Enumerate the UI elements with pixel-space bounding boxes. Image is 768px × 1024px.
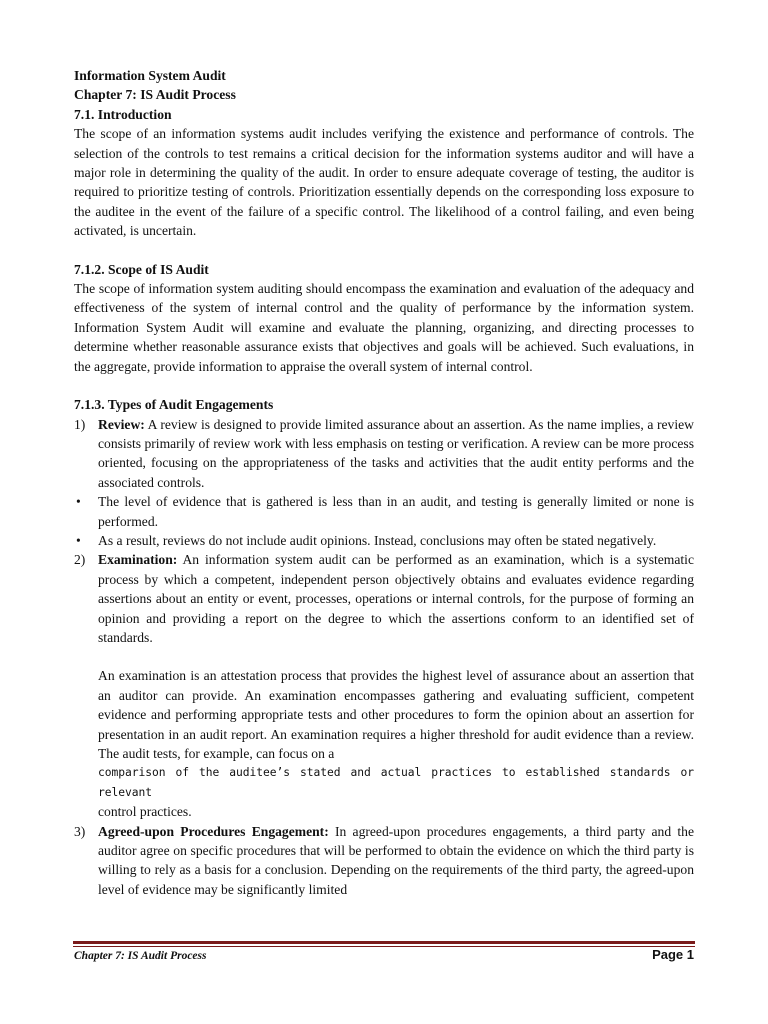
footer-chapter-label: Chapter 7: IS Audit Process xyxy=(74,950,207,962)
section-heading-scope: 7.1.2. Scope of IS Audit xyxy=(74,261,209,277)
document-title: Information System Audit xyxy=(74,68,226,83)
agreed-upon-text: In agreed-upon procedures engagements, a third party and the auditor agree on specific procedures that will be performed to obtain the evidence on which the third party is willing to rely as a basis for a conclusion. Depending on the requirements of the third party, the agreed-upon level of evidence may be significantly limited xyxy=(98,823,695,897)
examination-paragraph-2 xyxy=(74,666,694,821)
spacer xyxy=(74,376,694,395)
page-content xyxy=(74,66,694,899)
examination-text: An information system audit can be performed as an examination, which is a systematic process by which a competent, independent person objectively obtains and evaluates evidence regarding assertions about an entity or event, processes, operations or internal controls, for the purpose of forming an opinion and providing a report on the degree to which the assertions conform to an identified set of standards. xyxy=(98,552,694,645)
bullet-item xyxy=(74,492,694,531)
examination-paragraph-2-mono-line: comparison of the auditee’s stated and actual practices to established standards or relevant xyxy=(98,766,694,799)
list-number: 3) xyxy=(74,823,86,839)
page-number: Page 1 xyxy=(652,947,694,962)
list-item-review xyxy=(74,415,694,493)
bullet-item xyxy=(74,531,694,550)
spacer xyxy=(74,241,694,260)
list-item-examination xyxy=(74,550,694,647)
section-heading-types: 7.1.3. Types of Audit Engagements xyxy=(74,397,274,413)
spacer xyxy=(74,647,694,666)
term-agreed-upon: Agreed-upon Procedures Engagement: xyxy=(98,823,329,839)
chapter-title: Chapter 7: IS Audit Process xyxy=(74,87,236,103)
bullet-icon: • xyxy=(76,494,81,510)
list-number: 2) xyxy=(74,552,86,568)
term-review: Review: xyxy=(98,416,145,432)
list-number: 1) xyxy=(74,416,86,432)
term-examination: Examination: xyxy=(98,552,178,568)
footer-rule-thick xyxy=(73,941,695,944)
examination-paragraph-2-end: control practices. xyxy=(98,804,192,820)
list-item-agreed-upon xyxy=(74,822,694,900)
bullet-icon: • xyxy=(76,532,81,548)
introduction-paragraph: The scope of an information systems audit includes verifying the existence and performance of controls. The selection of the controls to test remains a critical decision for the information systems auditor and will have a major role in determining the quality of the audit. In order to ensure adequate coverage of testing, the auditor is required to prioritize testing of controls. Prioritization essentially depends on the corresponding loss exposure to the auditee in the event of the failure of a specific control. The likelihood of a control failing, and even being activated, is uncertain. xyxy=(74,126,694,239)
footer-rule-thin xyxy=(73,946,695,947)
bullet-text: As a result, reviews do not include audit opinions. Instead, conclusions may often be stated negatively. xyxy=(98,532,657,548)
section-heading-introduction: 7.1. Introduction xyxy=(74,106,172,122)
scope-paragraph: The scope of information system auditing should encompass the examination and evaluation of the adequacy and effectiveness of the system of internal control and the quality of performance by the information system. Information System Audit will examine and evaluate the planning, organizing, and directing processes to determine whether reasonable assurance exists that objectives and goals will be achieved. Such evaluations, in the aggregate, provide information to appraise the overall system of internal control. xyxy=(74,281,694,374)
examination-paragraph-2-text: An examination is an attestation process that provides the highest level of assurance about an assertion that an auditor can provide. An examination encompasses gathering and evaluating sufficient, competent evidence and performing appropriate tests and other procedures to form the opinion about an assertion for presentation in an audit report. An examination requires a higher threshold for audit evidence than a review. The audit tests, for example, can focus on a xyxy=(98,668,694,761)
review-text: A review is designed to provide limited assurance about an assertion. As the name implies, a review consists primarily of review work with less emphasis on testing or verification. A review can be more process oriented, focusing on the appropriateness of the tasks and activities that the audit entity performs and the associated controls. xyxy=(98,416,694,490)
bullet-text: The level of evidence that is gathered is less than in an audit, and testing is generally limited or none is performed. xyxy=(98,494,694,529)
